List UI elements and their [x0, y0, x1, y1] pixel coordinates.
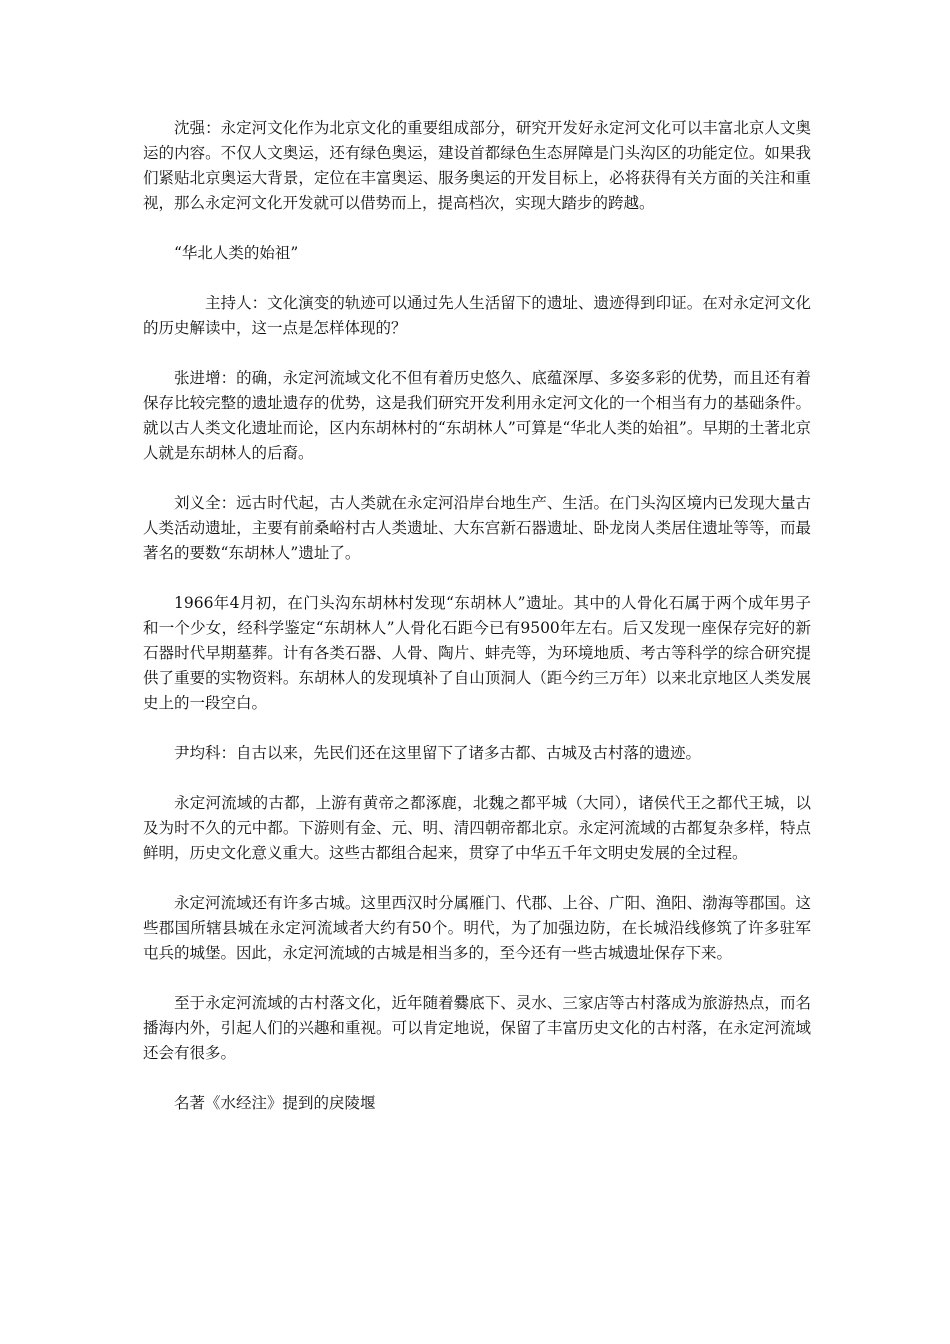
paragraph-1966-discovery: 1966年4月初，在门头沟东胡林村发现“东胡林人”遗址。其中的人骨化石属于两个成年男子和一个少女，经科学鉴定“东胡林人”人骨化石距今已有9500年左右。后又发现一座保存完好的新石器时代早期墓葬。计有各类石器、人骨、陶片、蚌壳等，为环境地质、考古等科学的综合研究提供了重要的实物资料。东胡林人的发现填补了自山顶洞人（距今约三万年）以来北京地区人类发展史上的一段空白。 — [143, 594, 811, 712]
paragraph-ancient-capitals: 永定河流域的古都，上游有黄帝之都涿鹿，北魏之都平城（大同），诸侯代王之都代王城，以及为时不久的元中都。下游则有金、元、明、清四朝帝都北京。永定河流域的古都复杂多样，特点鲜明，历史文化意义重大。这些古都组合起来，贯穿了中华五千年文明史发展的全过程。 — [143, 794, 811, 862]
paragraph-yin-junke: 尹均科：自古以来，先民们还在这里留下了诸多古都、古城及古村落的遗迹。 — [174, 744, 702, 762]
section-heading-huabei-ancestors: “华北人类的始祖” — [174, 244, 299, 262]
document-body — [143, 116, 811, 1141]
paragraph-zhang-jinzeng: 张进增：的确，永定河流域文化不但有着历史悠久、底蕴深厚、多姿多彩的优势，而且还有着保存比较完整的遗址遗存的优势，这是我们研究开发利用永定河文化的一个相当有力的基础条件。就以古人类文化遗址而论，区内东胡林村的“东胡林人”可算是“华北人类的始祖”。早期的土著北京人就是东胡林人的后裔。 — [143, 369, 811, 462]
paragraph-host-question: 主持人：文化演变的轨迹可以通过先人生活留下的遗址、遗迹得到印证。在对永定河文化的历史解读中，这一点是怎样体现的？ — [143, 294, 811, 337]
section-heading-shuijingzhu: 名著《水经注》提到的戾陵堰 — [174, 1094, 376, 1112]
paragraph-shen-qiang: 沈强：永定河文化作为北京文化的重要组成部分，研究开发好永定河文化可以丰富北京人文奥运的内容。不仅人文奥运，还有绿色奥运，建设首都绿色生态屏障是门头沟区的功能定位。如果我们紧贴北京奥运大背景，定位在丰富奥运、服务奥运的开发目标上，必将获得有关方面的关注和重视，那么永定河文化开发就可以借势而上，提高档次，实现大踏步的跨越。 — [143, 119, 811, 212]
paragraph-ancient-villages: 至于永定河流域的古村落文化，近年随着爨底下、灵水、三家店等古村落成为旅游热点，而名播海内外，引起人们的兴趣和重视。可以肯定地说，保留了丰富历史文化的古村落，在永定河流域还会有很多。 — [143, 994, 811, 1062]
paragraph-liu-yiquan: 刘义全：远古时代起，古人类就在永定河沿岸台地生产、生活。在门头沟区境内已发现大量古人类活动遗址，主要有前桑峪村古人类遗址、大东宫新石器遗址、卧龙岗人类居住遗址等等，而最著名的要数“东胡林人”遗址了。 — [143, 494, 811, 562]
paragraph-ancient-cities: 永定河流域还有许多古城。这里西汉时分属雁门、代郡、上谷、广阳、渔阳、渤海等郡国。这些郡国所辖县城在永定河流域者大约有50个。明代，为了加强边防，在长城沿线修筑了许多驻军屯兵的城堡。因此，永定河流域的古城是相当多的，至今还有一些古城遗址保存下来。 — [143, 894, 811, 962]
